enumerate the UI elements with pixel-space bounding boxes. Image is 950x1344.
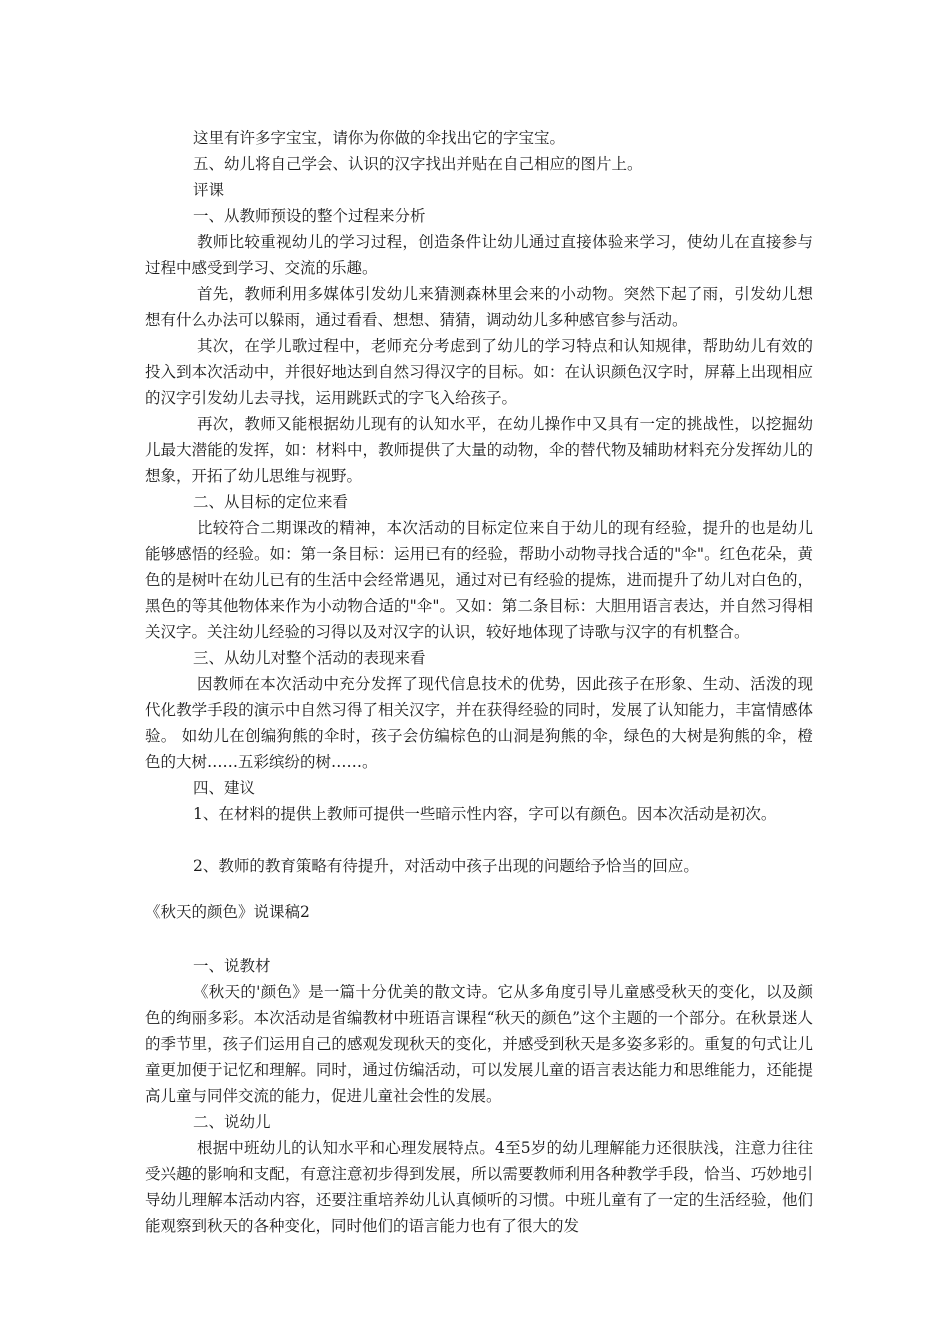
body-paragraph: 比较符合二期课改的精神，本次活动的目标定位来自于幼儿的现有经验，提升的也是幼儿能够感悟的经验。如：第一条目标：运用已有的经验，帮助小动物寻找合适的"伞"。红色花朵，黄色的是树叶在幼儿已有的生活中会经常遇见，通过对已有经验的提炼，进而提升了幼儿对白色的，黑色的等其他物体来作为小动物合适的"伞"。又如：第二条目标：大胆用语言表达，并自然习得相关汉字。关注幼儿经验的习得以及对汉字的认识，较好地体现了诗歌与汉字的有机整合。 (145, 519, 813, 641)
body-paragraph: 教师比较重视幼儿的学习过程，创造条件让幼儿通过直接体验来学习，使幼儿在直接参与过程中感受到学习、交流的乐趣。 (145, 233, 813, 277)
section-heading: 一、说教材 (193, 957, 271, 975)
body-paragraph: 再次，教师又能根据幼儿现有的认知水平，在幼儿操作中又具有一定的挑战性，以挖掘幼儿最大潜能的发挥，如：材料中，教师提供了大量的动物，伞的替代物及辅助材料充分发挥幼儿的想象，开拓了幼儿思维与视野。 (145, 415, 813, 485)
body-paragraph: 其次，在学儿歌过程中，老师充分考虑到了幼儿的学习特点和认知规律，帮助幼儿有效的投入到本次活动中，并很好地达到自然习得汉字的目标。如：在认识颜色汉字时，屏幕上出现相应的汉字引发幼儿去寻找，运用跳跃式的字飞入给孩子。 (145, 337, 813, 407)
section-heading: 四、建议 (193, 779, 256, 797)
body-paragraph: 首先，教师利用多媒体引发幼儿来猜测森林里会来的小动物。突然下起了雨，引发幼儿想想有什么办法可以躲雨，通过看看、想想、猜猜，调动幼儿多种感官参与活动。 (145, 285, 813, 329)
document-title: 《秋天的颜色》说课稿2 (145, 903, 310, 921)
section-heading: 二、说幼儿 (193, 1113, 271, 1131)
section-heading: 二、从目标的定位来看 (193, 493, 349, 511)
section-heading: 三、从幼儿对整个活动的表现来看 (193, 649, 426, 667)
intro-line: 五、幼儿将自己学会、认识的汉字找出并贴在自己相应的图片上。 (193, 155, 643, 173)
lesson-review-block (145, 125, 813, 879)
body-paragraph: 因教师在本次活动中充分发挥了现代信息技术的优势，因此孩子在形象、生动、活泼的现代化教学手段的演示中自然习得了相关汉字，并在获得经验的同时，发展了认知能力，丰富情感体验。 如幼儿在创编狗熊的伞时，孩子会仿编棕色的山洞是狗熊的伞，绿色的大树是狗熊的伞，橙色的大树……五彩缤纷的树……。 (145, 675, 813, 771)
intro-line: 这里有许多字宝宝，请你为你做的伞找出它的字宝宝。 (193, 129, 566, 147)
suggestion-item: 1、在材料的提供上教师可提供一些暗示性内容，字可以有颜色。因本次活动是初次。 (193, 805, 777, 823)
section-heading: 一、从教师预设的整个过程来分析 (193, 207, 426, 225)
review-title: 评课 (193, 181, 225, 199)
body-paragraph: 《秋天的'颜色》是一篇十分优美的散文诗。它从多角度引导儿童感受秋天的变化，以及颜色的绚丽多彩。本次活动是省编教材中班语言课程“秋天的颜色”这个主题的一个部分。在秋景迷人的季节里，孩子们运用自己的感观发现秋天的变化，并感受到秋天是多姿多彩的。重复的句式让儿童更加便于记忆和理解。同时，通过仿编活动，可以发展儿童的语言表达能力和思维能力，还能提高儿童与同伴交流的能力，促进儿童社会性的发展。 (145, 983, 813, 1105)
second-lesson-block (145, 899, 813, 1239)
body-paragraph: 根据中班幼儿的认知水平和心理发展特点。4至5岁的幼儿理解能力还很肤浅，注意力往往受兴趣的影响和支配，有意注意初步得到发展，所以需要教师利用各种教学手段，恰当、巧妙地引导幼儿理解本活动内容，还要注重培养幼儿认真倾听的习惯。中班儿童有了一定的生活经验，他们能观察到秋天的各种变化，同时他们的语言能力也有了很大的发 (145, 1139, 813, 1235)
suggestion-item: 2、教师的教育策略有待提升，对活动中孩子出现的问题给予恰当的回应。 (193, 857, 699, 875)
